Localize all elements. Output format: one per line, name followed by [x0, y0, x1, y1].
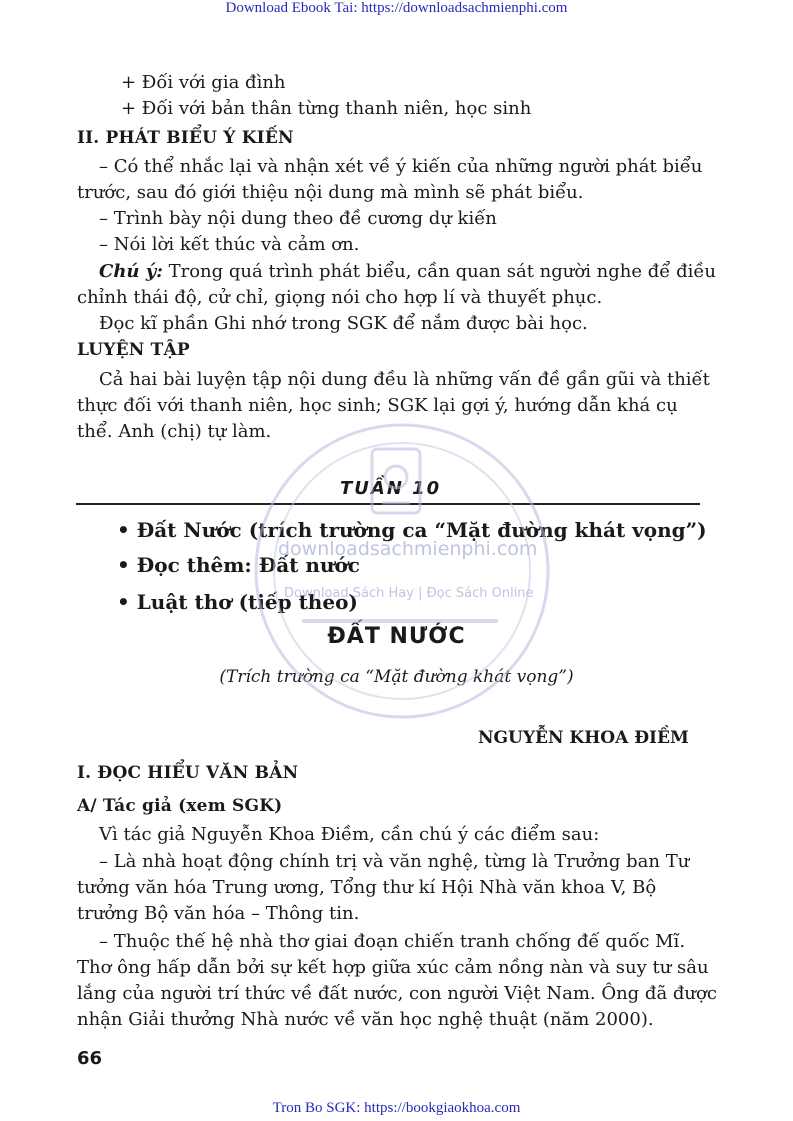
paragraph-line: thực đối với thanh niên, học sinh; SGK lại gợi ý, hướng dẫn khá cụ — [77, 395, 678, 416]
paragraph-line: – Là nhà hoạt động chính trị và văn nghệ, từng là Trưởng ban Tư — [99, 851, 690, 872]
paragraph-line: thể. Anh (chị) tự làm. — [77, 421, 272, 442]
poem-subtitle: (Trích trường ca “Mặt đường khát vọng”) — [219, 667, 574, 687]
page-number: 66 — [77, 1048, 103, 1069]
note-paragraph — [99, 259, 716, 284]
section-heading-practice: LUYỆN TẬP — [77, 340, 190, 360]
paragraph-line: Thơ ông hấp dẫn bởi sự kết hợp giữa xúc cảm nồng nàn và suy tư sâu — [77, 957, 709, 978]
paragraph-line: Cả hai bài luyện tập nội dung đều là những vấn đề gần gũi và thiết — [99, 369, 710, 390]
intro-item-family: + Đối với gia đình — [121, 72, 286, 93]
paragraph-line: nhận Giải thưởng Nhà nước về văn học nghệ thuật (năm 2000). — [77, 1009, 654, 1030]
week-item-doc-them: • Đọc thêm: Đất nước — [117, 553, 360, 577]
paragraph-line: – Thuộc thế hệ nhà thơ giai đoạn chiến tranh chống đế quốc Mĩ. — [99, 931, 686, 952]
paragraph-line: – Nói lời kết thúc và cảm ơn. — [99, 234, 360, 255]
paragraph-line: – Có thể nhắc lại và nhận xét về ý kiến của những người phát biểu — [99, 156, 703, 177]
week-item-luat-tho: • Luật thơ (tiếp theo) — [117, 590, 358, 614]
poem-title: ĐẤT NƯỚC — [327, 624, 466, 649]
section-heading-speaking: II. PHÁT BIỂU Ý KIẾN — [77, 128, 294, 148]
paragraph-line: chỉnh thái độ, cử chỉ, giọng nói cho hợp lí và thuyết phục. — [77, 287, 603, 308]
divider-rule — [76, 503, 700, 505]
watermark-tagline-text: Download Sách Hay | Đọc Sách Online — [284, 586, 534, 601]
poem-author: NGUYỄN KHOA ĐIỀM — [478, 728, 689, 748]
memo-line: Đọc kĩ phần Ghi nhớ trong SGK để nắm được bài học. — [99, 313, 588, 334]
note-label: Chú ý: — [99, 261, 163, 282]
paragraph-line: trưởng Bộ văn hóa – Thông tin. — [77, 903, 360, 924]
paragraph-line: trước, sau đó giới thiệu nội dung mà mình sẽ phát biểu. — [77, 182, 584, 203]
week-label: TUẦN 10 — [340, 478, 442, 499]
watermark-site-text: downloadsachmienphi.com — [278, 538, 538, 560]
footer-sgk-link[interactable]: Tron Bo SGK: https://bookgiaokhoa.com — [272, 1100, 521, 1116]
subheading-author: A/ Tác giả (xem SGK) — [77, 796, 283, 816]
paragraph-line: – Trình bày nội dung theo đề cương dự kiến — [99, 208, 497, 229]
section-heading-reading: I. ĐỌC HIỂU VĂN BẢN — [77, 763, 299, 783]
paragraph-line: Vì tác giả Nguyễn Khoa Điềm, cần chú ý các điểm sau: — [99, 824, 600, 845]
note-text: Trong quá trình phát biểu, cần quan sát người nghe để điều — [162, 261, 717, 282]
header-download-link[interactable]: Download Ebook Tai: https://downloadsachmienphi.com — [225, 0, 568, 16]
paragraph-line: lắng của người trí thức về đất nước, con người Việt Nam. Ông đã được — [77, 983, 717, 1004]
week-item-dat-nuoc: • Đất Nước (trích trường ca “Mặt đường khát vọng”) — [117, 518, 707, 542]
intro-item-youth: + Đối với bản thân từng thanh niên, học sinh — [121, 98, 532, 119]
paragraph-line: tưởng văn hóa Trung ương, Tổng thư kí Hội Nhà văn khoa V, Bộ — [77, 877, 657, 898]
